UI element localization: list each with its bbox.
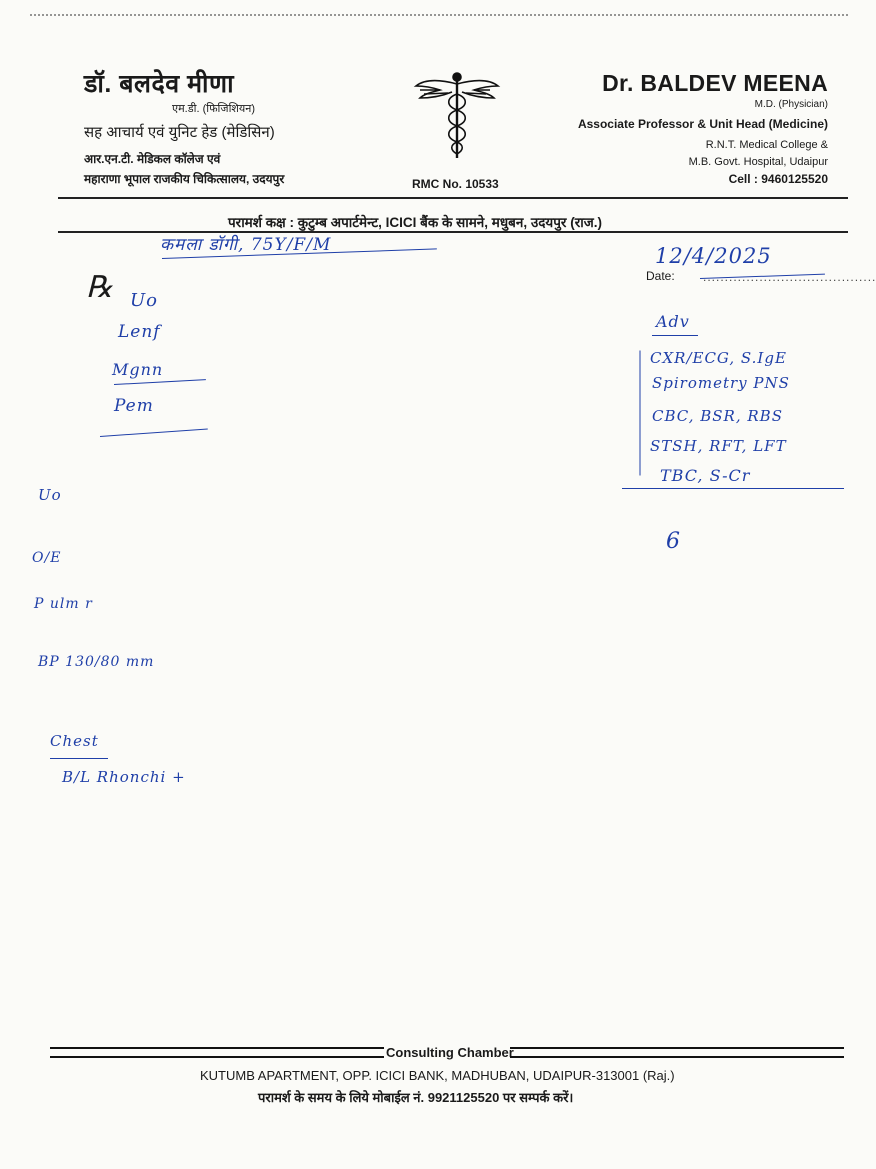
hw-exam-note: Uo	[38, 486, 62, 504]
footer-phone-note: परामर्श के समय के लिये मोबाईल नं. 9921125520 पर सम्पर्क करें।	[258, 1090, 574, 1105]
hw-advice-line: CXR/ECG, S.IgE	[650, 349, 787, 367]
role-hindi: सह आचार्य एवं युनिट हेड (मेडिसिन)	[84, 124, 275, 141]
hw-advice-line: Spirometry PNS	[652, 374, 790, 392]
role-english: Associate Professor & Unit Head (Medicine)	[577, 117, 828, 131]
caduceus-icon	[412, 70, 502, 162]
doctor-name-hindi: डॉ. बलदेव मीणा	[84, 70, 235, 98]
footer-address: KUTUMB APARTMENT, OPP. ICICI BANK, MADHUBAN, UDAIPUR-313001 (Raj.)	[200, 1068, 675, 1083]
footer-rule-right	[510, 1047, 844, 1058]
rmc-number: RMC No. 10533	[412, 177, 499, 191]
hw-exam-underline	[50, 758, 108, 759]
hw-rx-underline	[100, 428, 208, 437]
hw-advice-mark: 6	[666, 529, 681, 554]
footer-chamber-title: Consulting Chamber	[386, 1045, 514, 1060]
college-english-line2: M.B. Govt. Hospital, Udaipur	[688, 156, 828, 168]
date-dotted-line: ........................................	[703, 270, 876, 284]
hw-advice-underline	[622, 488, 844, 489]
top-dotted-edge	[30, 14, 848, 16]
hw-exam-note: B/L Rhonchi +	[62, 768, 186, 786]
hw-exam-note: Chest	[50, 732, 99, 750]
header-divider-top	[58, 197, 848, 199]
college-english-line1: R.N.T. Medical College &	[705, 139, 828, 151]
cell-number: Cell : 9460125520	[728, 172, 828, 186]
hw-advice-line: TBC, S-Cr	[660, 466, 751, 485]
hw-rx-line: Lenf	[118, 322, 161, 342]
hw-advice-line: STSH, RFT, LFT	[650, 437, 787, 455]
hw-rx-line: Uo	[130, 290, 159, 311]
footer-rule-left	[50, 1047, 384, 1058]
degree-hindi: एम.डी. (फिजिशियन)	[172, 103, 256, 115]
college-hindi-line2: महाराणा भूपाल राजकीय चिकित्सालय, उदयपुर	[84, 172, 285, 186]
hw-patient-details: कमला डॉगी, 75Y/F/M	[160, 235, 332, 255]
doctor-name-english: Dr. BALDEV MEENA	[602, 70, 828, 96]
hw-date: 12/4/2025	[655, 244, 772, 268]
hw-advice-line: CBC, BSR, RBS	[652, 407, 783, 425]
chamber-address-hindi: परामर्श कक्ष : कुटुम्ब अपार्टमेन्ट, ICICI बैंक के सामने, मधुबन, उदयपुर (राज.)	[228, 215, 602, 230]
hw-exam-note: BP 130/80 mm	[38, 654, 155, 670]
hw-rx-line: Pem	[114, 396, 154, 416]
hw-advice-bracket	[640, 351, 641, 476]
hw-rx-line: Mgnn	[112, 360, 164, 379]
college-hindi-line1: आर.एन.टी. मेडिकल कॉलेज एवं	[84, 152, 221, 166]
degree-english: M.D. (Physician)	[754, 99, 828, 110]
hw-advice-title-underline	[652, 335, 698, 336]
hw-exam-note: O/E	[32, 550, 62, 566]
hw-exam-note: P ulm r	[34, 596, 93, 612]
rx-symbol: ℞	[86, 270, 113, 305]
hw-rx-underline	[114, 379, 206, 385]
date-label: Date:	[646, 269, 675, 283]
hw-advice-title: Adv	[656, 312, 690, 331]
